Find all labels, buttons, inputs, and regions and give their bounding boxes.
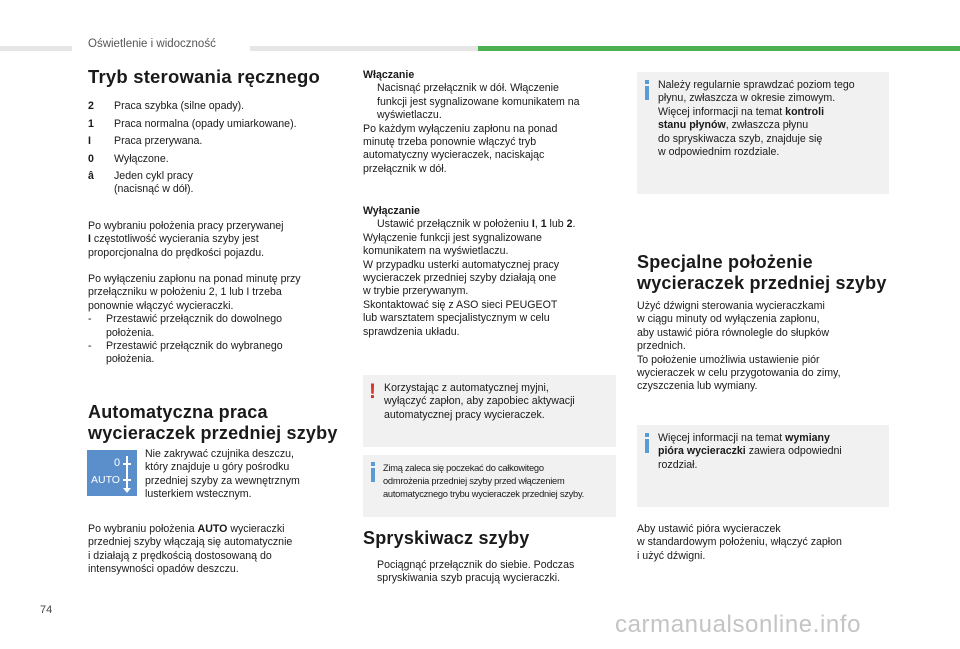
text-line: Korzystając z automatycznej myjni,	[384, 382, 549, 394]
winter-info-box	[363, 455, 616, 517]
text-fragment: Po wybraniu położenia	[88, 523, 198, 535]
warning-text	[384, 382, 612, 422]
section-title: Oświetlenie i widoczność	[88, 38, 216, 50]
arrow-down-icon	[123, 488, 131, 493]
text-line: Po wyłączeniu zapłonu na ponad minutę przy	[88, 273, 301, 285]
text-emphasis: kontroli	[785, 105, 825, 118]
legend-text: Praca szybka (silne opady).	[114, 100, 245, 112]
info-icon-dot	[645, 433, 649, 437]
dash-mark: -	[88, 340, 92, 353]
text-line: w trybie przerywanym.	[363, 285, 469, 298]
text-line: Pociągnąć przełącznik do siebie. Podczas	[377, 559, 575, 571]
page-number: 74	[40, 604, 53, 616]
text-line: Po każdym wyłączeniu zapłonu na ponad	[363, 122, 558, 135]
text-fragment: lub	[546, 218, 567, 231]
text-line: i użyć dźwigni.	[637, 549, 706, 562]
switching-on-section	[363, 69, 613, 176]
text-line	[658, 119, 886, 132]
key-I: I	[88, 233, 91, 246]
special-position-text	[637, 300, 897, 394]
legend-row-fast	[88, 100, 338, 114]
legend-row-off	[88, 153, 338, 167]
key-1: 1	[540, 218, 547, 231]
dash-item	[88, 313, 353, 340]
text-line: przedniej szyby za wewnętrznym	[145, 474, 300, 487]
text-line: w ciągu minuty od wyłączenia zapłonu,	[637, 313, 820, 326]
text-fragment: , zwłaszcza płynu	[725, 119, 809, 132]
bullet-item	[363, 218, 613, 231]
position-legend	[88, 100, 338, 197]
text-line: Przestawić przełącznik do wybranego	[106, 340, 283, 353]
text-line: Aby ustawić pióra wycieraczek	[637, 523, 781, 535]
legend-text: Praca normalna (opady umiarkowane).	[114, 117, 297, 130]
text-line: przedniej szyby włączają się automatycznie	[88, 536, 293, 549]
text-line: Nacisnąć przełącznik w dół. Włączenie	[377, 82, 559, 95]
text-line: przełączniku w położeniu 2, 1 lub I trzeba	[88, 286, 282, 299]
text-line	[377, 218, 613, 231]
washer-bullet	[363, 559, 627, 586]
text-line	[88, 233, 348, 246]
text-line: wycieraczek przedniej szyby działają one	[363, 272, 557, 285]
text-line: rozdział.	[658, 458, 698, 471]
legend-row-normal	[88, 118, 338, 132]
info-text	[658, 432, 886, 472]
dash-mark: -	[88, 313, 92, 326]
switching-off-section	[363, 205, 613, 339]
text-line: i działają z prędkością dostosowaną do	[88, 549, 272, 562]
text-line: Należy regularnie sprawdzać poziom tego	[658, 79, 855, 91]
info-icon	[645, 86, 649, 100]
switch-track-icon	[126, 456, 128, 490]
intermittent-paragraph	[88, 220, 348, 260]
info-text	[658, 79, 886, 159]
legend-text-block	[114, 170, 193, 197]
legend-text: Praca przerywana.	[114, 135, 203, 147]
text-line: Użyć dźwigni sterowania wycieraczkami	[637, 300, 825, 312]
text-fragment: ,	[534, 218, 541, 231]
heading-line: Automatyczna praca	[88, 402, 268, 422]
header-rule-gap	[250, 46, 478, 51]
text-line: do spryskiwacza szyb, znajduje się	[658, 132, 823, 145]
icon-label-auto: AUTO	[91, 474, 120, 486]
legend-text: Jeden cykl pracy	[114, 170, 193, 182]
text-line: wyłączyć zapłon, aby zapobiec aktywacji	[384, 395, 575, 408]
text-line: czyszczenia lub wymiany.	[637, 380, 758, 393]
wiper-blade-info-box	[637, 425, 889, 507]
text-line: Skontaktować się z ASO sieci PEUGEOT	[363, 298, 558, 311]
switching-on-title: Włączanie	[363, 69, 415, 81]
text-line: wycieraczek w celu przygotowania do zimy,	[637, 367, 841, 380]
header-accent-bar	[478, 46, 960, 51]
info-icon	[371, 468, 375, 482]
heading-line: Specjalne położenie	[637, 252, 813, 272]
text-line: w odpowiednim rozdziale.	[658, 146, 780, 159]
text-line: automatycznej pracy wycieraczek.	[384, 408, 545, 421]
automatic-wipers-heading	[88, 402, 338, 444]
legend-row-intermittent	[88, 135, 338, 149]
text-line: lub warsztatem specjalistycznym w celu	[363, 312, 550, 325]
switching-off-title: Wyłączanie	[363, 205, 420, 217]
rain-sensor-note	[145, 448, 345, 502]
text-line: To położenie umożliwia ustawienie piór	[637, 353, 820, 366]
car-wash-warning-box	[363, 375, 616, 447]
info-icon	[645, 439, 649, 453]
text-fragment: wycieraczki	[227, 523, 285, 535]
text-fragment: zawiera odpowiedni	[745, 445, 842, 458]
auto-mode-paragraph	[88, 523, 353, 577]
text-emphasis: wymiany	[785, 432, 830, 444]
legend-key: 1	[88, 117, 94, 130]
text-line: komunikatem na wyświetlaczu.	[363, 245, 509, 258]
text-line: przełącznik w dół.	[363, 162, 447, 175]
text-line: płynu, zwłaszcza w okresie zimowym.	[658, 92, 836, 105]
key-2: 2	[566, 218, 573, 231]
text-line: intensywności opadów deszczu.	[88, 563, 239, 576]
text-line: W przypadku usterki automatycznej pracy	[363, 258, 560, 271]
info-icon-dot	[645, 80, 649, 84]
tick-icon	[123, 463, 131, 465]
text-fragment: Więcej informacji na temat	[658, 105, 786, 118]
info-text	[383, 462, 613, 502]
legend-key: I	[88, 135, 91, 147]
special-position-heading	[637, 252, 887, 294]
tick-icon	[123, 479, 131, 481]
heading-line: wycieraczek przedniej szyby	[637, 273, 887, 293]
text-line: wyświetlaczu.	[377, 109, 442, 122]
text-fragment: Więcej informacji na temat	[658, 432, 786, 444]
text-line: automatyczny wycieraczek, naciskając	[363, 149, 545, 162]
text-line: ponownie włączyć wycieraczki.	[88, 299, 234, 312]
legend-text-cont: (nacisnąć w dół).	[114, 183, 194, 196]
heading-line: wycieraczek przedniej szyby	[88, 423, 338, 443]
standard-position-text	[637, 523, 897, 563]
text-line: Zimą zaleca się poczekać do całkowitego	[383, 463, 544, 473]
text-line: Nie zakrywać czujnika deszczu,	[145, 448, 294, 460]
text-line: odmrożenia przedniej szyby przed włączeniem	[383, 476, 565, 487]
legend-key: 0	[88, 152, 94, 165]
down-arrow-symbol: â	[88, 170, 94, 182]
text-line: przednich.	[637, 340, 686, 353]
text-line: lusterkiem wstecznym.	[145, 488, 252, 501]
text-line: proporcjonalna do prędkości pojazdu.	[88, 246, 265, 259]
watermark: carmanualsonline.info	[615, 611, 862, 638]
text-line: Wyłączenie funkcji jest sygnalizowane	[363, 231, 542, 244]
legend-key: 2	[88, 100, 94, 112]
auto-switch-icon	[87, 450, 137, 496]
text-emphasis: stanu płynów	[658, 119, 726, 132]
text-line: który znajduje u góry pośrodku	[145, 461, 290, 474]
text-line: sprawdzenia układu.	[363, 325, 460, 338]
text-fragment: częstotliwość wycierania szyby jest	[93, 233, 259, 246]
text-line: automatycznego trybu wycieraczek przedniej szyby.	[383, 489, 584, 500]
washer-fluid-info-box	[637, 72, 889, 194]
text-line	[658, 432, 886, 445]
text-line	[88, 523, 353, 536]
text-line: minutę trzeba ponownie włączyć tryb	[363, 136, 537, 149]
manual-mode-heading: Tryb sterowania ręcznego	[88, 66, 321, 87]
legend-text: Wyłączone.	[114, 152, 169, 165]
bullet-item	[363, 82, 613, 122]
ignition-off-paragraph	[88, 273, 353, 367]
key-auto: AUTO	[197, 523, 228, 535]
text-line	[658, 106, 886, 119]
text-line: Przestawić przełącznik do dowolnego	[106, 313, 283, 326]
text-line: funkcji jest sygnalizowane komunikatem na	[377, 95, 580, 108]
icon-label-zero: 0	[114, 457, 121, 469]
header-rule-left	[0, 46, 72, 51]
text-fragment: .	[572, 218, 576, 231]
text-line: spryskiwania szyb pracują wycieraczki.	[377, 572, 561, 585]
dash-item	[88, 340, 353, 367]
text-line: położenia.	[106, 326, 155, 339]
text-line: położenia.	[106, 353, 155, 366]
washer-heading: Spryskiwacz szyby	[363, 528, 530, 548]
text-emphasis: pióra wycieraczki	[658, 445, 746, 458]
text-fragment: Ustawić przełącznik w położeniu	[377, 218, 532, 231]
key-I: I	[531, 218, 535, 231]
text-line	[658, 445, 886, 458]
text-line: aby ustawić pióra równolegle do słupków	[637, 326, 829, 339]
info-icon-dot	[371, 462, 375, 466]
warning-icon: !	[369, 380, 376, 403]
legend-row-single-wipe	[88, 170, 338, 197]
text-line: Po wybraniu położenia pracy przerywanej	[88, 220, 284, 232]
text-line: w standardowym położeniu, włączyć zapłon	[637, 536, 842, 549]
